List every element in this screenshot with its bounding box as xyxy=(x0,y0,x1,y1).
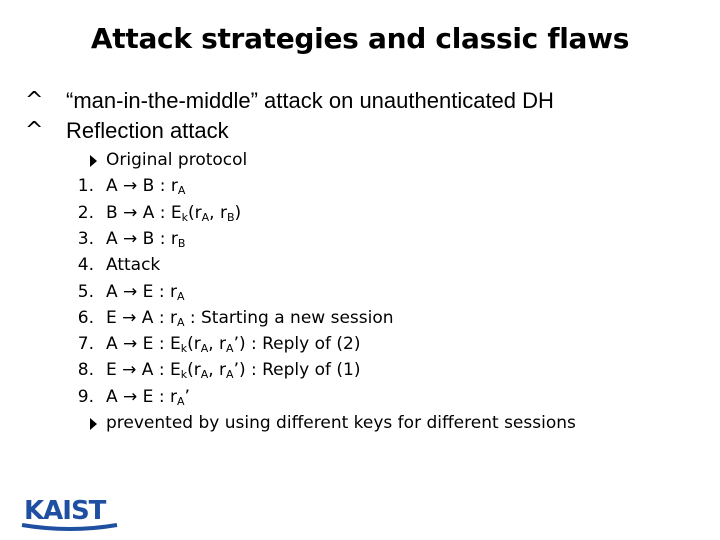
text-run: (r xyxy=(187,334,201,355)
bullet-text: Reflection attack xyxy=(66,118,229,143)
step-number: 7. xyxy=(77,334,94,355)
subscript: A xyxy=(200,342,209,356)
step-number: 8. xyxy=(77,360,94,381)
text-run: , r xyxy=(209,202,227,223)
step-number: 4. xyxy=(77,255,94,276)
numbered-step xyxy=(0,203,720,229)
step-number: 2. xyxy=(77,202,94,223)
step-number: 5. xyxy=(77,281,94,302)
bullet-mitm xyxy=(0,88,720,118)
subscript: k xyxy=(180,342,188,356)
text-run: A → B : r xyxy=(106,176,178,197)
arrow-item xyxy=(0,413,720,439)
text-run: Attack xyxy=(106,255,161,276)
subscript: B xyxy=(177,236,186,250)
text-run: ) xyxy=(234,202,242,223)
text-run: , r xyxy=(208,334,227,355)
step-number: 3. xyxy=(77,228,94,249)
text-run: A → E : r xyxy=(106,386,177,407)
step-text xyxy=(106,334,361,354)
text-run: ’ xyxy=(184,386,190,407)
subscript: A xyxy=(177,184,186,198)
step-text xyxy=(106,282,184,302)
subscript: A xyxy=(176,394,185,408)
subscript: A xyxy=(200,368,209,382)
step-text xyxy=(106,308,394,328)
subscript: B xyxy=(226,210,235,224)
logo-wordmark: KAIST xyxy=(24,496,106,526)
subscript: A xyxy=(176,315,185,329)
numbered-step xyxy=(0,387,720,413)
text-run: (r xyxy=(187,360,201,381)
step-text xyxy=(106,203,241,223)
numbered-step xyxy=(0,360,720,386)
triangle-bullet-icon xyxy=(90,155,97,167)
subscript: A xyxy=(201,210,210,224)
step-number: 1. xyxy=(77,176,94,197)
step-text xyxy=(106,229,185,249)
step-text xyxy=(106,360,361,380)
text-run: A → E : r xyxy=(106,281,177,302)
text-run: , r xyxy=(208,360,227,381)
subscript: k xyxy=(181,210,188,224)
text-run: B → A : E xyxy=(106,202,182,223)
text-run: prevented by using different keys for different sessions xyxy=(106,413,576,433)
numbered-step xyxy=(0,229,720,255)
text-run: ’) : Reply of (1) xyxy=(233,360,361,381)
text-run: (r xyxy=(188,202,202,223)
text-run: E → A : E xyxy=(106,360,181,381)
subscript: A xyxy=(226,342,234,356)
numbered-step xyxy=(0,308,720,334)
numbered-step xyxy=(0,255,720,281)
triangle-bullet-icon xyxy=(90,418,97,430)
step-text xyxy=(106,176,185,196)
step-text xyxy=(106,413,576,433)
text-run: Original protocol xyxy=(106,150,248,170)
text-run: ’) : Reply of (2) xyxy=(233,334,361,355)
kaist-logo xyxy=(20,492,120,532)
text-run: A → E : E xyxy=(106,334,181,355)
bullet-reflection xyxy=(0,118,720,148)
text-run: A → B : r xyxy=(106,228,178,249)
step-text xyxy=(106,255,160,275)
text-run: : Starting a new session xyxy=(184,307,394,328)
step-number: 6. xyxy=(77,307,94,328)
subscript: k xyxy=(180,368,188,382)
slide-title: Attack strategies and classic flaws xyxy=(90,22,630,55)
subscript: A xyxy=(226,368,234,382)
step-number: 9. xyxy=(77,386,94,407)
subscript: A xyxy=(176,289,185,303)
bullet-marker: ^ xyxy=(25,118,44,143)
text-run: E → A : r xyxy=(106,307,177,328)
numbered-step xyxy=(0,282,720,308)
numbered-step xyxy=(0,334,720,360)
numbered-step xyxy=(0,176,720,202)
bullet-marker: ^ xyxy=(25,88,44,113)
step-text xyxy=(106,387,190,407)
step-text xyxy=(106,150,247,170)
arrow-item xyxy=(0,150,720,176)
bullet-text: “man-in-the-middle” attack on unauthenticated DH xyxy=(66,88,554,113)
